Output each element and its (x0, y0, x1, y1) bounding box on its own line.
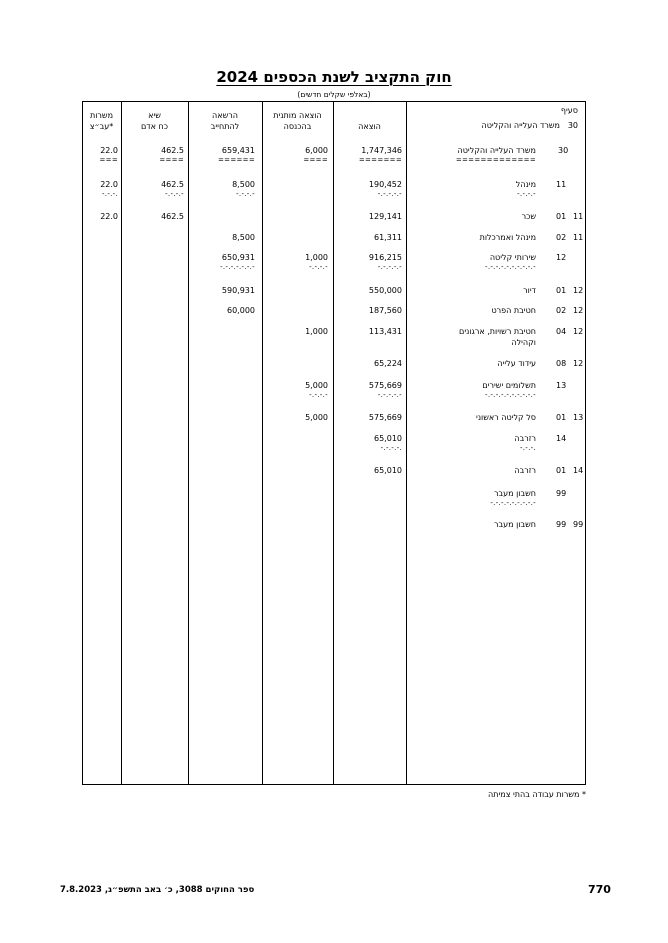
cell-contract: 22.0 (100, 180, 118, 189)
cell-expense-underline: -.-.-.-. (380, 444, 402, 452)
cell-manpower-underline: ==== (159, 156, 184, 164)
cell-manpower: 462.5 (161, 180, 184, 189)
cell-item-name-underline: -.-.-.- (517, 190, 536, 198)
header-ministry: משרד העלייה והקליטה (481, 121, 560, 130)
cell-expense-underline: -.-.-.-.- (377, 190, 402, 198)
cell-expense: 187,560 (368, 306, 402, 315)
cell-expense: 61,311 (374, 233, 402, 242)
cell-expense: 575,669 (368, 413, 402, 422)
cell-expense: 550,000 (368, 286, 402, 295)
cell-item-name: מינהל ואמרכלות (479, 233, 536, 242)
cell-item-name-underline: -.-.-. (519, 444, 536, 452)
cell-expense: 65,010 (374, 466, 402, 475)
cell-contract: 22.0 (100, 212, 118, 221)
cell-item-name: רזרבה (514, 434, 536, 443)
cell-cond-underline: -.-.-.- (309, 391, 328, 399)
cell-item-name-underline: -.-.-.-.-.-.-.-.-.- (485, 391, 536, 399)
cell-item-name: דיור (523, 286, 536, 295)
cell-expense: 575,669 (368, 381, 402, 390)
footnote: * משרות עבודה בהתי צמיתה (488, 790, 586, 799)
header-contract-line1: משרות (89, 111, 114, 120)
header-manpower-line1: שיא (148, 111, 161, 120)
cell-expense: 190,452 (368, 180, 402, 189)
cell-code-section: 12 (573, 359, 584, 368)
cell-contract-underline: -.-.-. (101, 190, 118, 198)
cell-item-name: חטיבת הפרט (491, 306, 536, 315)
cell-item-name-underline: -.-.-.-.-.-.-.-.- (490, 499, 536, 507)
cell-cond-underline: -.-.-.- (309, 263, 328, 271)
cell-expense-underline: -.-.-.-.- (377, 263, 402, 271)
column-divider (121, 101, 122, 785)
cell-commit-underline: -.-.-.-.-.-.- (220, 263, 255, 271)
column-divider (333, 101, 334, 785)
cell-item-name: משרד העלייה והקליטה (457, 146, 536, 155)
publication-footer: ספר החוקים 3088, כ׳ באב התשפ״ג, 7.8.2023 (60, 885, 255, 895)
cell-commit-underline: ====== (218, 156, 255, 164)
cell-cond: 5,000 (305, 413, 328, 422)
cell-commit: 8,500 (232, 180, 255, 189)
cell-item-name: סל קליטה ראשוני (476, 413, 536, 422)
cell-cond: 1,000 (305, 327, 328, 336)
cell-code-section: 99 (573, 520, 584, 529)
header-conditional-line1: הוצאה מותנית (273, 111, 322, 120)
cell-code-item: 99 (556, 520, 567, 529)
cell-item-name: שירותי קליטה (489, 253, 536, 262)
cell-code-section: 13 (556, 381, 567, 390)
cell-code-section: 12 (573, 327, 584, 336)
column-divider (406, 101, 407, 785)
cell-item-name: חשבון מעבר (493, 520, 536, 529)
cell-code-section: 99 (556, 489, 567, 498)
cell-code-item: 01 (556, 212, 567, 221)
cell-contract: 22.0 (100, 146, 118, 155)
header-contract-line2: עב״צ* (89, 122, 114, 131)
cell-commit: 659,431 (221, 146, 255, 155)
cell-commit: 650,931 (221, 253, 255, 262)
cell-item-name: חשבון מעבר (493, 489, 536, 498)
cell-contract-underline: === (99, 156, 118, 164)
cell-commit: 60,000 (227, 306, 255, 315)
cell-item-name: תשלומים ישירים (482, 381, 536, 390)
cell-code-item: 01 (556, 413, 567, 422)
budget-table-frame (82, 101, 586, 785)
cell-cond-underline: ==== (303, 156, 328, 164)
page-number: 770 (588, 883, 611, 896)
cell-cond: 6,000 (305, 146, 328, 155)
cell-item-name-underline: -.-.-.-.-.-.-.-.-.- (485, 263, 536, 271)
cell-expense: 1,747,346 (361, 146, 402, 155)
cell-expense-underline: ======= (358, 156, 402, 164)
cell-code-ministry: 30 (558, 146, 569, 155)
cell-code-item: 02 (556, 306, 567, 315)
header-commitment-line1: הרשאה (212, 111, 238, 120)
page-subtitle: (באלפי שקלים חדשים) (297, 90, 371, 99)
cell-code-section: 12 (556, 253, 567, 262)
cell-item-name: עידוד עלייה (497, 359, 536, 368)
cell-item-name: רזרבה (514, 466, 536, 475)
cell-expense: 113,431 (368, 327, 402, 336)
header-contract (82, 110, 121, 132)
cell-code-item: 01 (556, 466, 567, 475)
cell-item-name: מינהל (515, 180, 536, 189)
cell-cond: 1,000 (305, 253, 328, 262)
cell-manpower: 462.5 (161, 212, 184, 221)
cell-code-section: 12 (573, 286, 584, 295)
cell-code-section: 11 (556, 180, 567, 189)
cell-commit: 8,500 (232, 233, 255, 242)
cell-code-section: 14 (556, 434, 567, 443)
cell-item-name-underline: ============= (455, 156, 536, 164)
header-manpower (121, 110, 188, 132)
cell-commit-underline: -.-.-.- (236, 190, 255, 198)
cell-manpower: 462.5 (161, 146, 184, 155)
header-commitment (188, 110, 262, 132)
header-commitment-line2: להתחייב (210, 122, 240, 131)
column-divider (188, 101, 189, 785)
header-seif: סעיף (560, 106, 578, 115)
page-title: חוק התקציב לשנת הכספים 2024 (216, 68, 452, 86)
cell-item-name-line2: וקהילה (511, 338, 536, 347)
cell-code-item: 04 (556, 327, 567, 336)
cell-manpower-underline: -.-.-.- (165, 190, 184, 198)
header-ministry-code: 30 (567, 121, 578, 130)
cell-code-section: 13 (573, 413, 584, 422)
cell-expense: 129,141 (368, 212, 402, 221)
header-manpower-line2: כח אדם (140, 122, 169, 131)
cell-code-section: 14 (573, 466, 584, 475)
cell-code-item: 02 (556, 233, 567, 242)
header-conditional-line2: בהכנסה (283, 122, 312, 131)
cell-expense: 65,224 (374, 359, 402, 368)
cell-expense: 916,215 (368, 253, 402, 262)
header-expense: הוצאה (358, 122, 381, 131)
cell-code-section: 11 (573, 212, 584, 221)
cell-code-section: 12 (573, 306, 584, 315)
cell-item-name: שכר (521, 212, 536, 221)
column-divider (262, 101, 263, 785)
cell-expense: 65,010 (374, 434, 402, 443)
cell-code-item: 01 (556, 286, 567, 295)
cell-cond: 5,000 (305, 381, 328, 390)
header-conditional (262, 110, 333, 132)
cell-item-name: חטיבת רשויות, ארגונים (459, 327, 536, 336)
cell-commit: 590,931 (221, 286, 255, 295)
cell-code-section: 11 (573, 233, 584, 242)
cell-code-item: 08 (556, 359, 567, 368)
cell-expense-underline: -.-.-.-.- (377, 391, 402, 399)
